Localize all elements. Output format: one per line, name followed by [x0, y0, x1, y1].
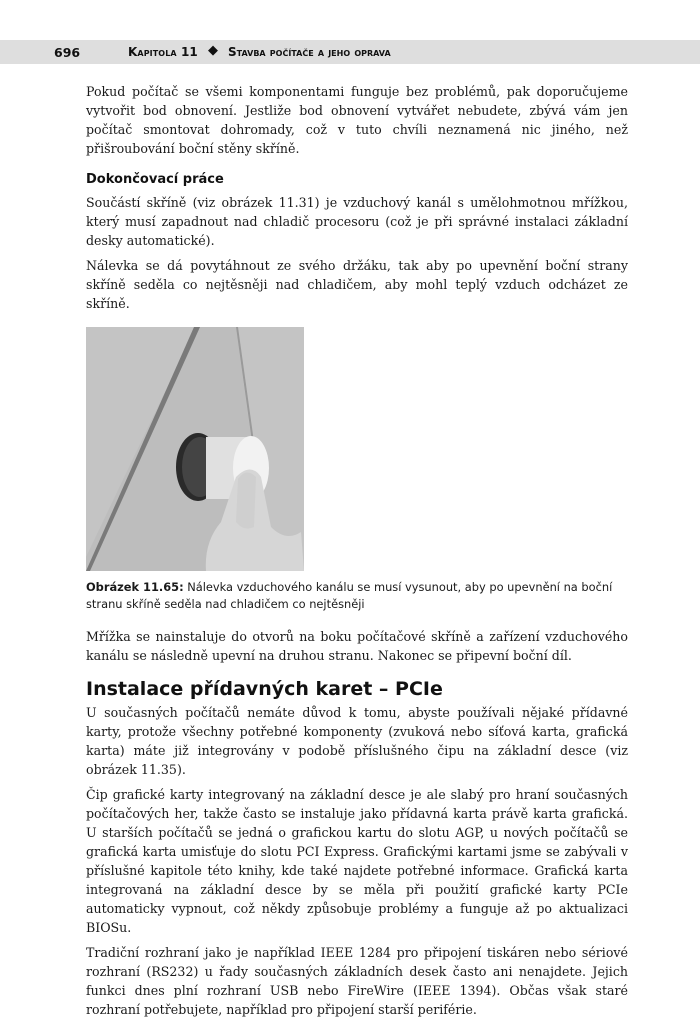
page-number: 696 [54, 45, 81, 60]
diamond-icon: ◆ [208, 43, 218, 58]
section-heading-major: Instalace přídavných karet – PCIe [86, 678, 443, 700]
figure-photo [86, 327, 304, 571]
paragraph: Čip grafické karty integrovaný na základní desce je ale slabý pro hraní současných počítačových her, takže často se instaluje jako přídavná karta právě karta grafická. U starších počítačů se jedná o grafickou kartu do slotu AGP, u nových počítačů se grafická karta umisťuje do slotu PCI Express. Grafickými kartami jsme se zabývali v příslušné kapitole této knihy, kde také najdete potřebné informace. Grafická karta integrovaná na základní desce by se měla při použití grafické karty PCIe automaticky vypnout, což někdy způsobuje problémy a funguje až po aktualizaci BIOSu. [86, 787, 628, 935]
paragraph: Tradiční rozhraní jako je například IEEE 1284 pro připojení tiskáren nebo sériové rozhraní (RS232) u řady současných základních desek často ani nenajdete. Jejich funkci dnes plní rozhraní USB nebo FireWire (IEEE 1394). Občas však staré rozhraní potřebujete, například pro připojení starší periférie. [86, 945, 628, 1017]
page-body [86, 82, 628, 1025]
chapter-title: Stavba počítače a jeho oprava [228, 45, 391, 59]
figure-label: Obrázek 11.65: [86, 580, 184, 594]
paragraph: Součástí skříně (viz obrázek 11.31) je vzduchový kanál s umělohmotnou mřížkou, který musí zapadnout nad chladič procesoru (což je při správné instalaci základní desky automatické). [86, 195, 628, 248]
paragraph: Nálevka se dá povytáhnout ze svého držáku, tak aby po upevnění boční strany skříně seděla co nejtěsněji nad chladičem, aby mohl teplý vzduch odcházet ze skříně. [86, 258, 628, 311]
paragraph: U současných počítačů nemáte důvod k tomu, abyste používali nějaké přídavné karty, protože všechny potřebné komponenty (zvuková nebo síťová karta, grafická karta) máte již integrovány v podobě příslušného čipu na základní desce (viz obrázek 11.35). [86, 705, 628, 777]
paragraph: Mřížka se nainstaluje do otvorů na boku počítačové skříně a zařízení vzduchového kanálu se následně upevní na druhou stranu. Nakonec se připevní boční díl. [86, 629, 628, 663]
section-heading: Dokončovací práce [86, 172, 224, 187]
paragraph: Pokud počítač se všemi komponentami funguje bez problémů, pak doporučujeme vytvořit bod obnovení. Jestliže bod obnovení vytvářet nebudete, zbývá vám jen počítač smontovat dohromady, což v tuto chvíli neznamená nic jiného, než přišroubování boční stěny skříně. [86, 84, 628, 156]
figure-caption-text: Nálevka vzduchového kanálu se musí vysunout, aby po upevnění na boční stranu skříně seděla nad chladičem co nejtěsněji [86, 580, 613, 611]
chapter-label: Kapitola 11 [128, 45, 198, 59]
running-header [0, 40, 700, 64]
figure-caption [86, 579, 628, 613]
duct-photo-icon [86, 327, 304, 571]
